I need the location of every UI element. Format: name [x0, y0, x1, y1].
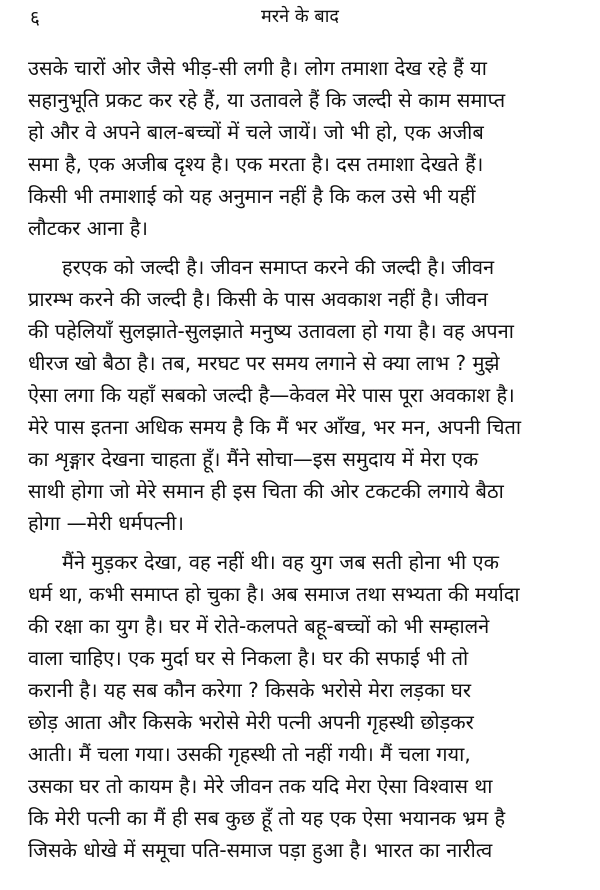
text-line: आती। मैं चला गया। उसकी गृहस्थी तो नहीं गयी। मैं चला गया, [28, 742, 471, 766]
text-line: कि मेरी पत्नी का मैं ही सब कुछ हूँ तो यह एक ऐसा भयानक भ्रम है [28, 806, 506, 830]
text-line: धर्म था, कभी समाप्त हो चुका है। अब समाज तथा सभ्यता की मर्यादा [28, 582, 520, 606]
text-line: साथी होगा जो मेरे समान ही इस चिता की ओर टकटकी लगाये बैठा [28, 479, 504, 503]
text-line: करानी है। यह सब कौन करेगा ? किसके भरोसे मेरा लड़का घर [28, 678, 472, 702]
running-title: मरने के बाद [261, 6, 339, 27]
text-line: का शृङ्गार देखना चाहता हूँ। मैंने सोचा—इस समुदाय में मेरा एक [28, 447, 479, 471]
text-line: उसका घर तो कायम है। मेरे जीवन तक यदि मेरा ऐसा विश्वास था [28, 774, 493, 798]
text-line: की पहेलियाँ सुलझाते-सुलझाते मनुष्य उतावला हो गया है। वह अपना [28, 319, 514, 343]
page-number: ६ [30, 7, 40, 29]
text-line: किसी भी तमाशाई को यह अनुमान नहीं है कि कल उसे भी यहीं [28, 184, 476, 208]
text-line: उसके चारों ओर जैसे भीड़-सी लगी है। लोग तमाशा देख रहे हैं या [28, 56, 487, 80]
text-line: छोड़ आता और किसके भरोसे मेरी पत्नी अपनी गृहस्थी छोड़कर [28, 710, 474, 734]
text-line: मेरे पास इतना अधिक समय है कि मैं भर आँख, भर मन, अपनी चिता [28, 415, 522, 439]
text-line: हो और वे अपने बाल-बच्चों में चले जायें। जो भी हो, एक अजीब [28, 120, 484, 144]
text-line: जिसके धोखे में समूचा पति-समाज पड़ा हुआ है। भारत का नारीत्व [28, 838, 493, 862]
text-line: समा है, एक अजीब दृश्य है। एक मरता है। दस तमाशा देखते हैं। [28, 152, 484, 176]
text-line: धीरज खो बैठा है। तब, मरघट पर समय लगाने से क्या लाभ ? मुझे [28, 351, 500, 375]
text-line: की रक्षा का युग है। घर में रोते-कलपते बहू-बच्चों को भी सम्हालने [28, 614, 490, 638]
text-line: ऐसा लगा कि यहाँ सबको जल्दी है—केवल मेरे पास पूरा अवकाश है। [28, 383, 515, 407]
text-line: सहानुभूति प्रकट कर रहे हैं, या उतावले हैं कि जल्दी से काम समाप्त [28, 88, 506, 112]
text-line: प्रारम्भ करने की जल्दी है। किसी के पास अवकाश नहीं है। जीवन [28, 287, 488, 311]
text-line: मैंने मुड़कर देखा, वह नहीं थी। वह युग जब सती होना भी एक [62, 550, 499, 574]
text-line: हरएक को जल्दी है। जीवन समाप्त करने की जल्दी है। जीवन [62, 255, 495, 279]
text-line: वाला चाहिए। एक मुर्दा घर से निकला है। घर की सफाई भी तो [28, 646, 469, 670]
text-line: लौटकर आना है। [28, 216, 148, 240]
text-line: होगा —मेरी धर्मपत्नी। [28, 511, 184, 535]
page-header [0, 4, 600, 28]
